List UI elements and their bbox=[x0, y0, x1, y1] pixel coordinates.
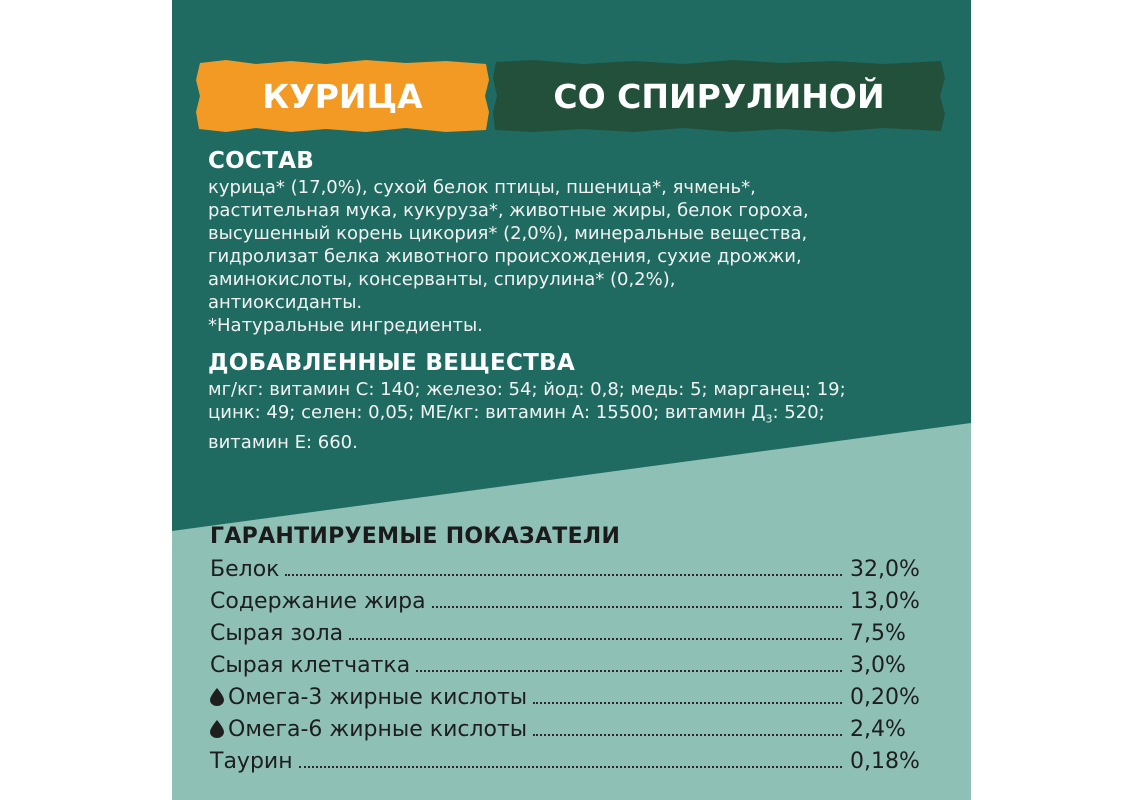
additives-line: витамин Е: 660. bbox=[208, 431, 358, 453]
composition-footnote: *Натуральные ингредиенты. bbox=[208, 315, 483, 336]
dot-leader bbox=[432, 606, 842, 608]
composition-line: курица* (17,0%), сухой белок птицы, пшеница*, ячмень*, bbox=[208, 177, 756, 198]
indicator-name: Сырая зола bbox=[210, 621, 344, 646]
indicator-row bbox=[210, 557, 930, 589]
composition-line: растительная мука, кукуруза*, животные жиры, белок гороха, bbox=[208, 200, 809, 221]
indicator-row bbox=[210, 589, 930, 621]
indicator-value: 0,20% bbox=[850, 685, 920, 710]
indicator-row bbox=[210, 717, 930, 749]
dot-leader bbox=[349, 638, 842, 640]
indicator-row bbox=[210, 749, 930, 781]
indicator-row bbox=[210, 621, 930, 653]
indicator-value: 7,5% bbox=[850, 621, 906, 646]
dot-leader bbox=[285, 574, 842, 576]
indicator-name: Омега-3 жирные кислоты bbox=[210, 685, 527, 710]
indicator-value: 0,18% bbox=[850, 749, 920, 774]
dot-leader bbox=[299, 766, 842, 768]
indicator-name: Таурин bbox=[210, 749, 293, 774]
flavor-tag-spirulina bbox=[493, 60, 945, 132]
composition-line: высушенный корень цикория* (2,0%), минеральные вещества, bbox=[208, 223, 808, 244]
flavor-tag-chicken bbox=[196, 60, 489, 132]
flavor-tag-spirulina-text: СО СПИРУЛИНОЙ bbox=[553, 76, 885, 116]
flavor-tag-chicken-text: КУРИЦА bbox=[262, 76, 423, 116]
indicator-value: 13,0% bbox=[850, 589, 920, 614]
additives-line: цинк: 49; селен: 0,05; МЕ/кг: витамин А: 15500; витамин $Д_3$: 520; bbox=[208, 402, 825, 426]
indicator-name: Белок bbox=[210, 557, 280, 582]
guaranteed-indicators-list bbox=[210, 557, 930, 781]
drop-icon bbox=[210, 688, 224, 706]
additives-title: ДОБАВЛЕННЫЕ ВЕЩЕСТВА bbox=[208, 350, 576, 376]
indicator-name: Омега-6 жирные кислоты bbox=[210, 717, 527, 742]
indicator-name: Содержание жира bbox=[210, 589, 426, 614]
indicator-value: 32,0% bbox=[850, 557, 920, 582]
guaranteed-title: ГАРАНТИРУЕМЫЕ ПОКАЗАТЕЛИ bbox=[210, 524, 621, 549]
composition-text bbox=[208, 176, 809, 337]
indicator-value: 3,0% bbox=[850, 653, 906, 678]
indicator-value: 2,4% bbox=[850, 717, 906, 742]
composition-line: антиоксиданты. bbox=[208, 292, 363, 313]
dot-leader bbox=[533, 734, 842, 736]
dot-leader bbox=[533, 702, 842, 704]
indicator-name: Сырая клетчатка bbox=[210, 653, 411, 678]
drop-icon bbox=[210, 720, 224, 738]
indicator-row bbox=[210, 653, 930, 685]
dot-leader bbox=[416, 670, 842, 672]
composition-line: аминокислоты, консерванты, спирулина* (0,2%), bbox=[208, 269, 676, 290]
indicator-row bbox=[210, 685, 930, 717]
additives-text bbox=[208, 378, 846, 454]
label-panel bbox=[172, 0, 971, 800]
additives-line: мг/кг: витамин С: 140; железо: 54; йод: 0,8; медь: 5; марганец: 19; bbox=[208, 379, 846, 400]
composition-title: СОСТАВ bbox=[208, 148, 315, 174]
composition-line: гидролизат белка животного происхождения, сухие дрожжи, bbox=[208, 246, 802, 267]
